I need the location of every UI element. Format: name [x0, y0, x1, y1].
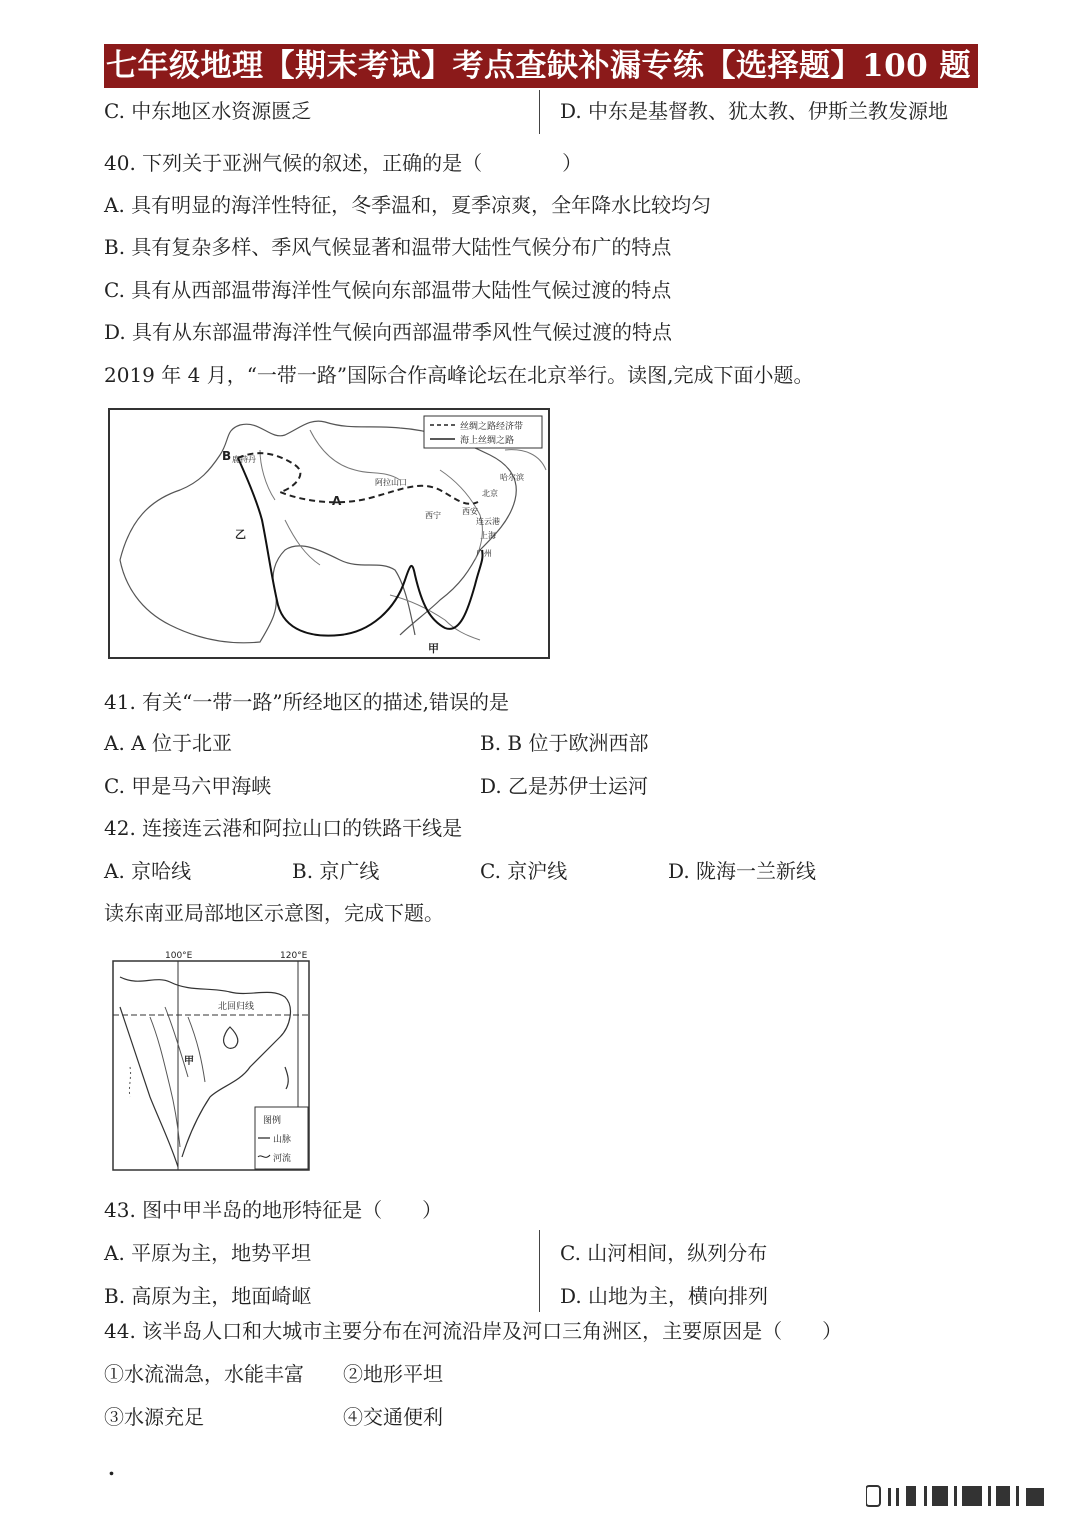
map-label-beijing: 北京 — [482, 489, 498, 498]
map-label-shanghai: 上海 — [480, 531, 496, 540]
map-label-yi: 乙 — [235, 528, 246, 541]
q42-stem: 42. 连接连云港和阿拉山口的铁路干线是 — [104, 816, 463, 840]
legend-river: 河流 — [273, 1154, 292, 1164]
legend-mountain: 山脉 — [273, 1135, 292, 1145]
map-label-guangzhou: 广州 — [476, 549, 492, 558]
legend-title: 图例 — [263, 1116, 282, 1126]
q40-option-d: D. 具有从东部温带海洋性气候向西部温带季风性气候过渡的特点 — [104, 320, 673, 344]
column-divider — [539, 90, 540, 134]
q43-stem: 43. 图中甲半岛的地形特征是（ ） — [104, 1198, 443, 1222]
southeast-asia-map-svg — [110, 947, 312, 1173]
map-label-b: B — [222, 449, 232, 463]
q44-option-1: ①水流湍急，水能丰富 — [104, 1362, 304, 1386]
q44-stem: 44. 该半岛人口和大城市主要分布在河流沿岸及河口三角洲区，主要原因是（ ） — [104, 1319, 843, 1343]
q41-option-d: D. 乙是苏伊士运河 — [480, 774, 649, 798]
q43-option-a: A. 平原为主，地势平坦 — [104, 1241, 312, 1265]
tropic-of-cancer-label: 北回归线 — [218, 1002, 255, 1012]
legend-land-route: 丝绸之路经济带 — [460, 422, 524, 432]
column-divider-2 — [539, 1230, 540, 1312]
q42-option-c: C. 京沪线 — [480, 859, 568, 883]
footer-dot: . — [108, 1456, 115, 1480]
q40-option-a: A. 具有明显的海洋性特征，冬季温和，夏季凉爽，全年降水比较均匀 — [104, 193, 712, 217]
map-label-rotterdam: 鹿特丹 — [232, 455, 256, 464]
q39-option-c: C. 中东地区水资源匮乏 — [104, 99, 312, 123]
longitude-100e-label: 100°E — [165, 951, 193, 961]
page-title-banner: 七年级地理【期末考试】考点查缺补漏专练【选择题】100 题 — [104, 44, 978, 88]
q44-option-4: ④交通便利 — [343, 1405, 443, 1429]
q41-option-a: A. A 位于北亚 — [104, 731, 232, 755]
belt-road-map-svg — [110, 410, 548, 657]
map-label-harbin: 哈尔滨 — [500, 473, 524, 482]
watermark-bars — [866, 1482, 1056, 1508]
q40-option-c: C. 具有从西部温带海洋性气候向东部温带大陆性气候过渡的特点 — [104, 278, 672, 302]
peninsula-jia-label: 甲 — [184, 1056, 194, 1067]
map-label-lianyungang: 连云港 — [476, 517, 500, 526]
map-label-alashankou: 阿拉山口 — [375, 478, 407, 487]
q42-option-a: A. 京哈线 — [104, 859, 192, 883]
map-label-xian: 西安 — [462, 507, 478, 516]
q41-stem: 41. 有关“一带一路”所经地区的描述,错误的是 — [104, 690, 509, 714]
q40-stem: 40. 下列关于亚洲气候的叙述，正确的是（ ） — [104, 151, 583, 175]
q39-option-d: D. 中东是基督教、犹太教、伊斯兰教发源地 — [560, 99, 949, 123]
q44-option-3: ③水源充足 — [104, 1405, 204, 1429]
q41-option-c: C. 甲是马六甲海峡 — [104, 774, 272, 798]
q42-option-d: D. 陇海一兰新线 — [668, 859, 817, 883]
q40-option-b: B. 具有复杂多样、季风气候显著和温带大陆性气候分布广的特点 — [104, 235, 672, 259]
map-label-a: A — [332, 494, 342, 508]
q43-option-b: B. 高原为主，地面崎岖 — [104, 1284, 312, 1308]
q42-option-b: B. 京广线 — [292, 859, 380, 883]
intro-southeast-asia: 读东南亚局部地区示意图，完成下题。 — [104, 901, 444, 925]
map-label-xining: 西宁 — [425, 511, 441, 520]
longitude-120e-label: 120°E — [280, 951, 308, 961]
map-label-jia: 甲 — [428, 642, 439, 655]
q43-option-c: C. 山河相间，纵列分布 — [560, 1241, 768, 1265]
legend-sea-route: 海上丝绸之路 — [460, 436, 515, 446]
q41-option-b: B. B 位于欧洲西部 — [480, 731, 649, 755]
q43-option-d: D. 山地为主，横向排列 — [560, 1284, 769, 1308]
q44-option-2: ②地形平坦 — [343, 1362, 443, 1386]
southeast-asia-map — [110, 947, 312, 1173]
intro-belt-road: 2019 年 4 月，“一带一路”国际合作高峰论坛在北京举行。读图,完成下面小题。 — [104, 363, 814, 387]
belt-road-map — [108, 408, 550, 659]
